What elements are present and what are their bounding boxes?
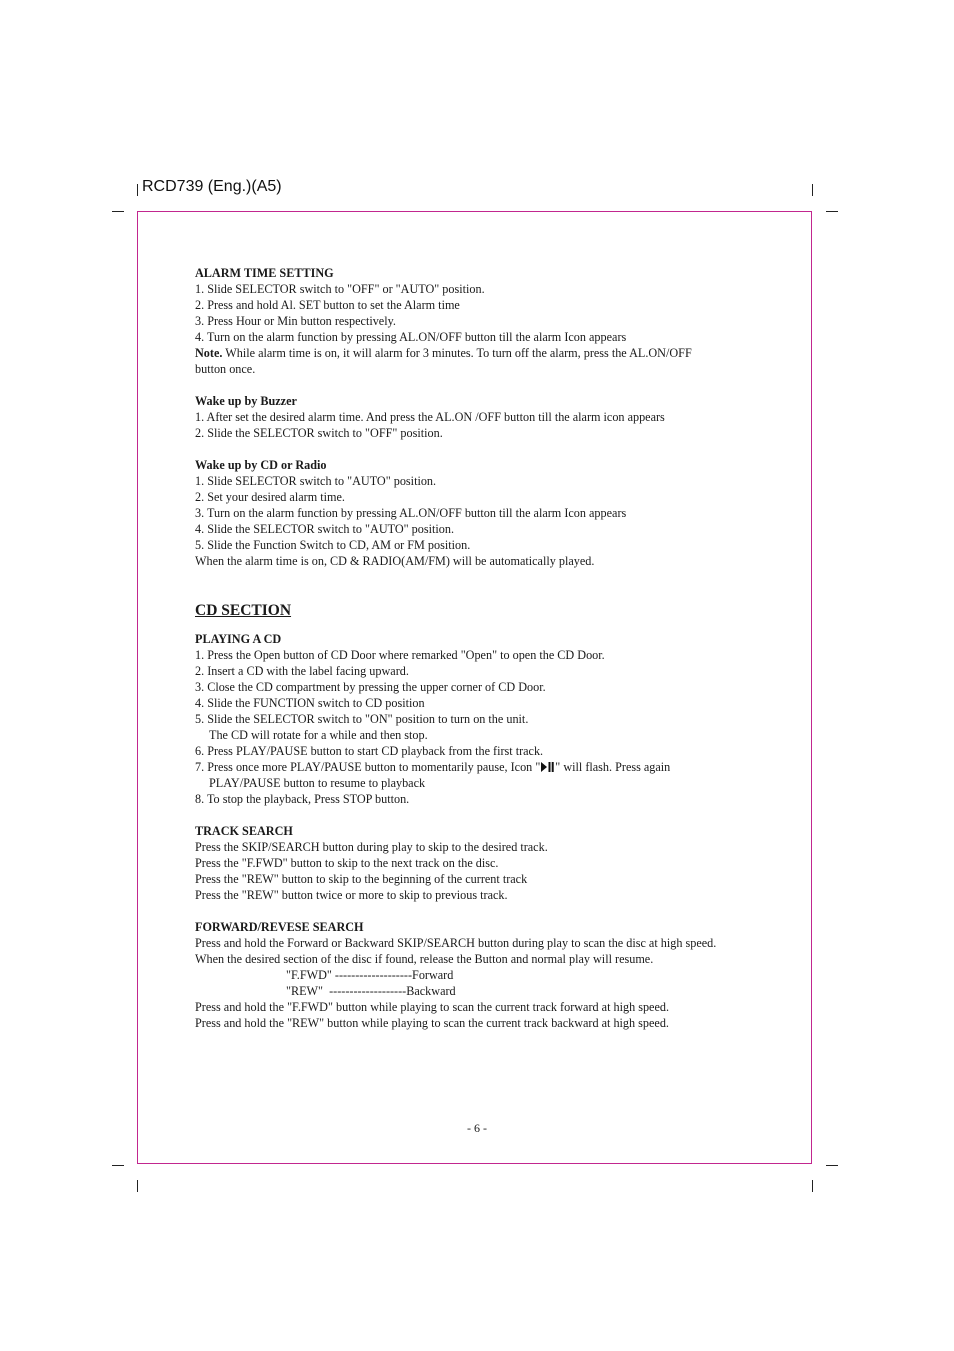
buzzer-step-2: 2. Slide the SELECTOR switch to "OFF" position. [195,426,443,440]
alarm-step-3: 3. Press Hour or Min button respectively. [195,314,396,328]
alarm-step-1: 1. Slide SELECTOR switch to "OFF" or "AUTO" position. [195,282,485,296]
forward-line-1: Press and hold the Forward or Backward SKIP/SEARCH button during play to scan the disc at high speed. [195,936,717,950]
playing-step-4: 4. Slide the FUNCTION switch to CD position [195,696,425,710]
track-line-3: Press the "REW" button to skip to the beginning of the current track [195,872,528,886]
crop-mark-top-left-horizontal [112,211,124,212]
forward-legend-rew: "REW" -------------------Backward [286,984,456,998]
crop-mark-bottom-left-horizontal [112,1165,124,1166]
track-line-1: Press the SKIP/SEARCH button during play to skip to the desired track. [195,840,548,854]
forward-line-2: When the desired section of the disc if found, release the Button and normal play will resume. [195,952,654,966]
crop-mark-top-right-vertical [812,184,813,196]
forward-heading: FORWARD/REVESE SEARCH [195,920,364,934]
crop-mark-bottom-left-vertical [137,1180,138,1192]
alarm-heading: ALARM TIME SETTING [195,266,334,280]
page-content [195,265,785,1031]
note-label: Note. [195,346,223,360]
crop-mark-bottom-right-vertical [812,1180,813,1192]
cd-radio-footer: When the alarm time is on, CD & RADIO(AM/FM) will be automatically played. [195,554,595,568]
cd-radio-step-3: 3. Turn on the alarm function by pressing AL.ON/OFF button till the alarm Icon appears [195,506,627,520]
cd-radio-step-1: 1. Slide SELECTOR switch to "AUTO" position. [195,474,437,488]
playing-step-2: 2. Insert a CD with the label facing upward. [195,664,409,678]
alarm-step-2: 2. Press and hold Al. SET button to set the Alarm time [195,298,460,312]
track-line-2: Press the "F.FWD" button to skip to the next track on the disc. [195,856,499,870]
forward-legend-ffwd: "F.FWD" -------------------Forward [286,968,454,982]
playing-step-3: 3. Close the CD compartment by pressing the upper corner of CD Door. [195,680,546,694]
cd-radio-step-2: 2. Set your desired alarm time. [195,490,345,504]
crop-mark-top-left-vertical [137,184,138,196]
buzzer-heading: Wake up by Buzzer [195,394,297,408]
alarm-note [195,345,785,361]
alarm-step-4: 4. Turn on the alarm function by pressing AL.ON/OFF button till the alarm Icon appears [195,330,627,344]
playing-heading: PLAYING A CD [195,632,282,646]
playing-step-7 [195,759,785,775]
playing-step-5: 5. Slide the SELECTOR switch to "ON" position to turn on the unit. [195,712,529,726]
crop-mark-bottom-right-horizontal [826,1165,838,1166]
forward-tail-1: Press and hold the "F.FWD" button while playing to scan the current track forward at high speed. [195,1000,670,1014]
step-7-text-after: " will flash. Press again [555,760,671,774]
playing-step-1: 1. Press the Open button of CD Door where remarked "Open" to open the CD Door. [195,648,605,662]
play-pause-icon [541,762,554,772]
playing-step-7-continued: PLAY/PAUSE button to resume to playback [209,776,426,790]
alarm-note-continued: button once. [195,362,256,376]
document-header-title: RCD739 (Eng.)(A5) [142,178,282,195]
track-line-4: Press the "REW" button twice or more to skip to previous track. [195,888,508,902]
crop-mark-top-right-horizontal [826,211,838,212]
cd-radio-heading: Wake up by CD or Radio [195,458,327,472]
note-text: While alarm time is on, it will alarm for 3 minutes. To turn off the alarm, press the AL.ON/OFF [222,346,692,360]
playing-step-5-continued: The CD will rotate for a while and then stop. [209,728,428,742]
step-7-text-before: 7. Press once more PLAY/PAUSE button to momentarily pause, Icon " [195,760,541,774]
cd-section-title: CD SECTION [195,602,292,619]
track-heading: TRACK SEARCH [195,824,293,838]
playing-step-6: 6. Press PLAY/PAUSE button to start CD playback from the first track. [195,744,544,758]
page-number: - 6 - [467,1121,487,1135]
cd-radio-step-4: 4. Slide the SELECTOR switch to "AUTO" position. [195,522,455,536]
buzzer-step-1: 1. After set the desired alarm time. And press the AL.ON /OFF button till the alarm icon appears [195,410,665,424]
cd-radio-step-5: 5. Slide the Function Switch to CD, AM or FM position. [195,538,471,552]
forward-tail-2: Press and hold the "REW" button while playing to scan the current track backward at high speed. [195,1016,669,1030]
playing-step-8: 8. To stop the playback, Press STOP button. [195,792,410,806]
